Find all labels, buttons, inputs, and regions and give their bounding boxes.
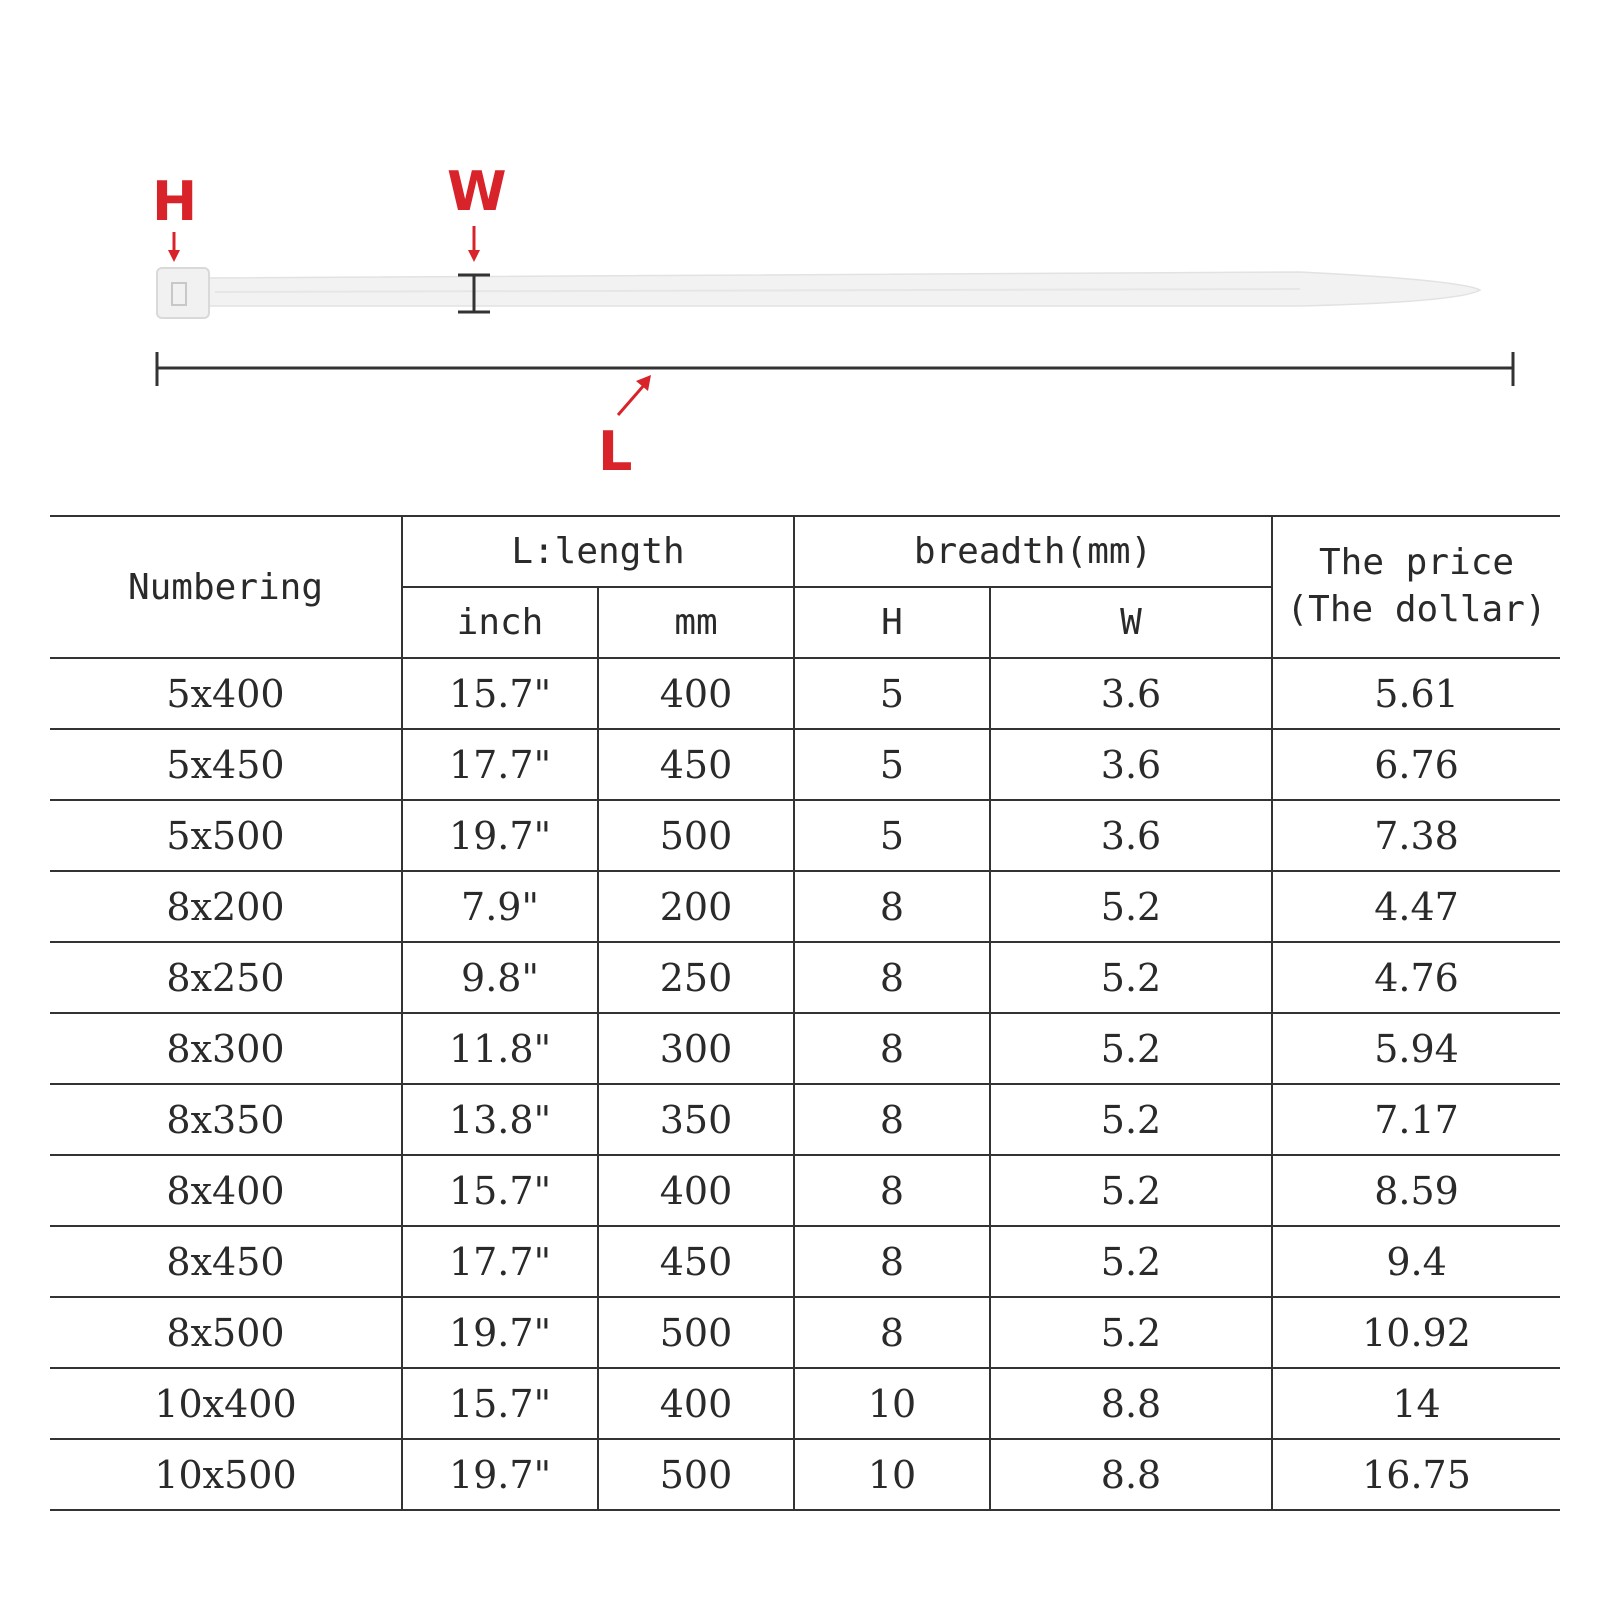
cell-w: 8.8 [990, 1368, 1272, 1439]
cell-w: 5.2 [990, 1155, 1272, 1226]
cell-inch: 15.7" [402, 1368, 598, 1439]
cell-numbering: 8x400 [50, 1155, 402, 1226]
table-row [50, 800, 1560, 871]
cell-h: 8 [794, 1226, 990, 1297]
cell-mm: 200 [598, 871, 794, 942]
cell-price: 7.17 [1272, 1084, 1560, 1155]
cell-mm: 500 [598, 1439, 794, 1510]
specification-table [50, 515, 1560, 1511]
header-price-line1: The price [1318, 542, 1515, 584]
cell-h: 5 [794, 658, 990, 729]
cell-price: 4.76 [1272, 942, 1560, 1013]
length-label: L [598, 420, 633, 483]
table-row [50, 1439, 1560, 1510]
cell-h: 8 [794, 1013, 990, 1084]
cell-h: 8 [794, 871, 990, 942]
cell-price: 10.92 [1272, 1297, 1560, 1368]
cable-tie-drawing [0, 0, 1600, 500]
cell-w: 3.6 [990, 658, 1272, 729]
cell-w: 3.6 [990, 800, 1272, 871]
cell-w: 5.2 [990, 1226, 1272, 1297]
cell-price: 6.76 [1272, 729, 1560, 800]
cell-price: 5.61 [1272, 658, 1560, 729]
cell-price: 9.4 [1272, 1226, 1560, 1297]
cell-numbering: 10x500 [50, 1439, 402, 1510]
cell-w: 5.2 [990, 871, 1272, 942]
cell-inch: 15.7" [402, 658, 598, 729]
table-row [50, 1155, 1560, 1226]
cell-inch: 19.7" [402, 1439, 598, 1510]
cell-price: 7.38 [1272, 800, 1560, 871]
cell-mm: 350 [598, 1084, 794, 1155]
cell-inch: 19.7" [402, 800, 598, 871]
table-row [50, 1297, 1560, 1368]
cell-w: 5.2 [990, 1297, 1272, 1368]
header-numbering: Numbering [50, 516, 402, 658]
cell-h: 5 [794, 729, 990, 800]
cell-numbering: 8x350 [50, 1084, 402, 1155]
cell-inch: 15.7" [402, 1155, 598, 1226]
header-row-1 [50, 516, 1560, 587]
header-length-group: L:length [402, 516, 794, 587]
cell-w: 5.2 [990, 942, 1272, 1013]
height-label: H [152, 170, 198, 233]
table-row [50, 729, 1560, 800]
table-row [50, 871, 1560, 942]
cable-tie-diagram [0, 0, 1600, 500]
cell-numbering: 5x500 [50, 800, 402, 871]
cell-h: 10 [794, 1439, 990, 1510]
cell-inch: 17.7" [402, 1226, 598, 1297]
cell-h: 8 [794, 1155, 990, 1226]
table-row [50, 942, 1560, 1013]
cell-w: 5.2 [990, 1084, 1272, 1155]
cell-numbering: 8x500 [50, 1297, 402, 1368]
header-breadth-group: breadth(mm) [794, 516, 1272, 587]
cell-h: 5 [794, 800, 990, 871]
table-row [50, 1013, 1560, 1084]
header-w: W [990, 587, 1272, 658]
width-label: W [447, 160, 507, 223]
header-price-line2: (The dollar) [1286, 589, 1547, 630]
cell-numbering: 8x250 [50, 942, 402, 1013]
header-h: H [794, 587, 990, 658]
cell-h: 8 [794, 1084, 990, 1155]
header-mm: mm [598, 587, 794, 658]
table-row [50, 1084, 1560, 1155]
cell-inch: 19.7" [402, 1297, 598, 1368]
table-body [50, 658, 1560, 1510]
table-row [50, 1226, 1560, 1297]
table-row [50, 1368, 1560, 1439]
cell-mm: 450 [598, 1226, 794, 1297]
cell-numbering: 5x450 [50, 729, 402, 800]
cell-numbering: 10x400 [50, 1368, 402, 1439]
cell-inch: 17.7" [402, 729, 598, 800]
cell-inch: 13.8" [402, 1084, 598, 1155]
cable-tie-head [157, 268, 209, 318]
cell-mm: 500 [598, 800, 794, 871]
cell-h: 8 [794, 942, 990, 1013]
cell-mm: 450 [598, 729, 794, 800]
cell-price: 5.94 [1272, 1013, 1560, 1084]
cell-numbering: 5x400 [50, 658, 402, 729]
cell-mm: 250 [598, 942, 794, 1013]
cell-mm: 400 [598, 1368, 794, 1439]
cell-inch: 7.9" [402, 871, 598, 942]
cell-w: 3.6 [990, 729, 1272, 800]
cell-numbering: 8x450 [50, 1226, 402, 1297]
cell-w: 8.8 [990, 1439, 1272, 1510]
cell-mm: 500 [598, 1297, 794, 1368]
cell-price: 16.75 [1272, 1439, 1560, 1510]
cell-h: 10 [794, 1368, 990, 1439]
cell-inch: 9.8" [402, 942, 598, 1013]
cell-price: 8.59 [1272, 1155, 1560, 1226]
header-price [1272, 516, 1560, 658]
cell-mm: 300 [598, 1013, 794, 1084]
cell-price: 14 [1272, 1368, 1560, 1439]
cell-inch: 11.8" [402, 1013, 598, 1084]
header-inch: inch [402, 587, 598, 658]
cell-price: 4.47 [1272, 871, 1560, 942]
cell-w: 5.2 [990, 1013, 1272, 1084]
cell-numbering: 8x200 [50, 871, 402, 942]
table-row [50, 658, 1560, 729]
cell-h: 8 [794, 1297, 990, 1368]
cell-mm: 400 [598, 1155, 794, 1226]
cell-numbering: 8x300 [50, 1013, 402, 1084]
cell-mm: 400 [598, 658, 794, 729]
